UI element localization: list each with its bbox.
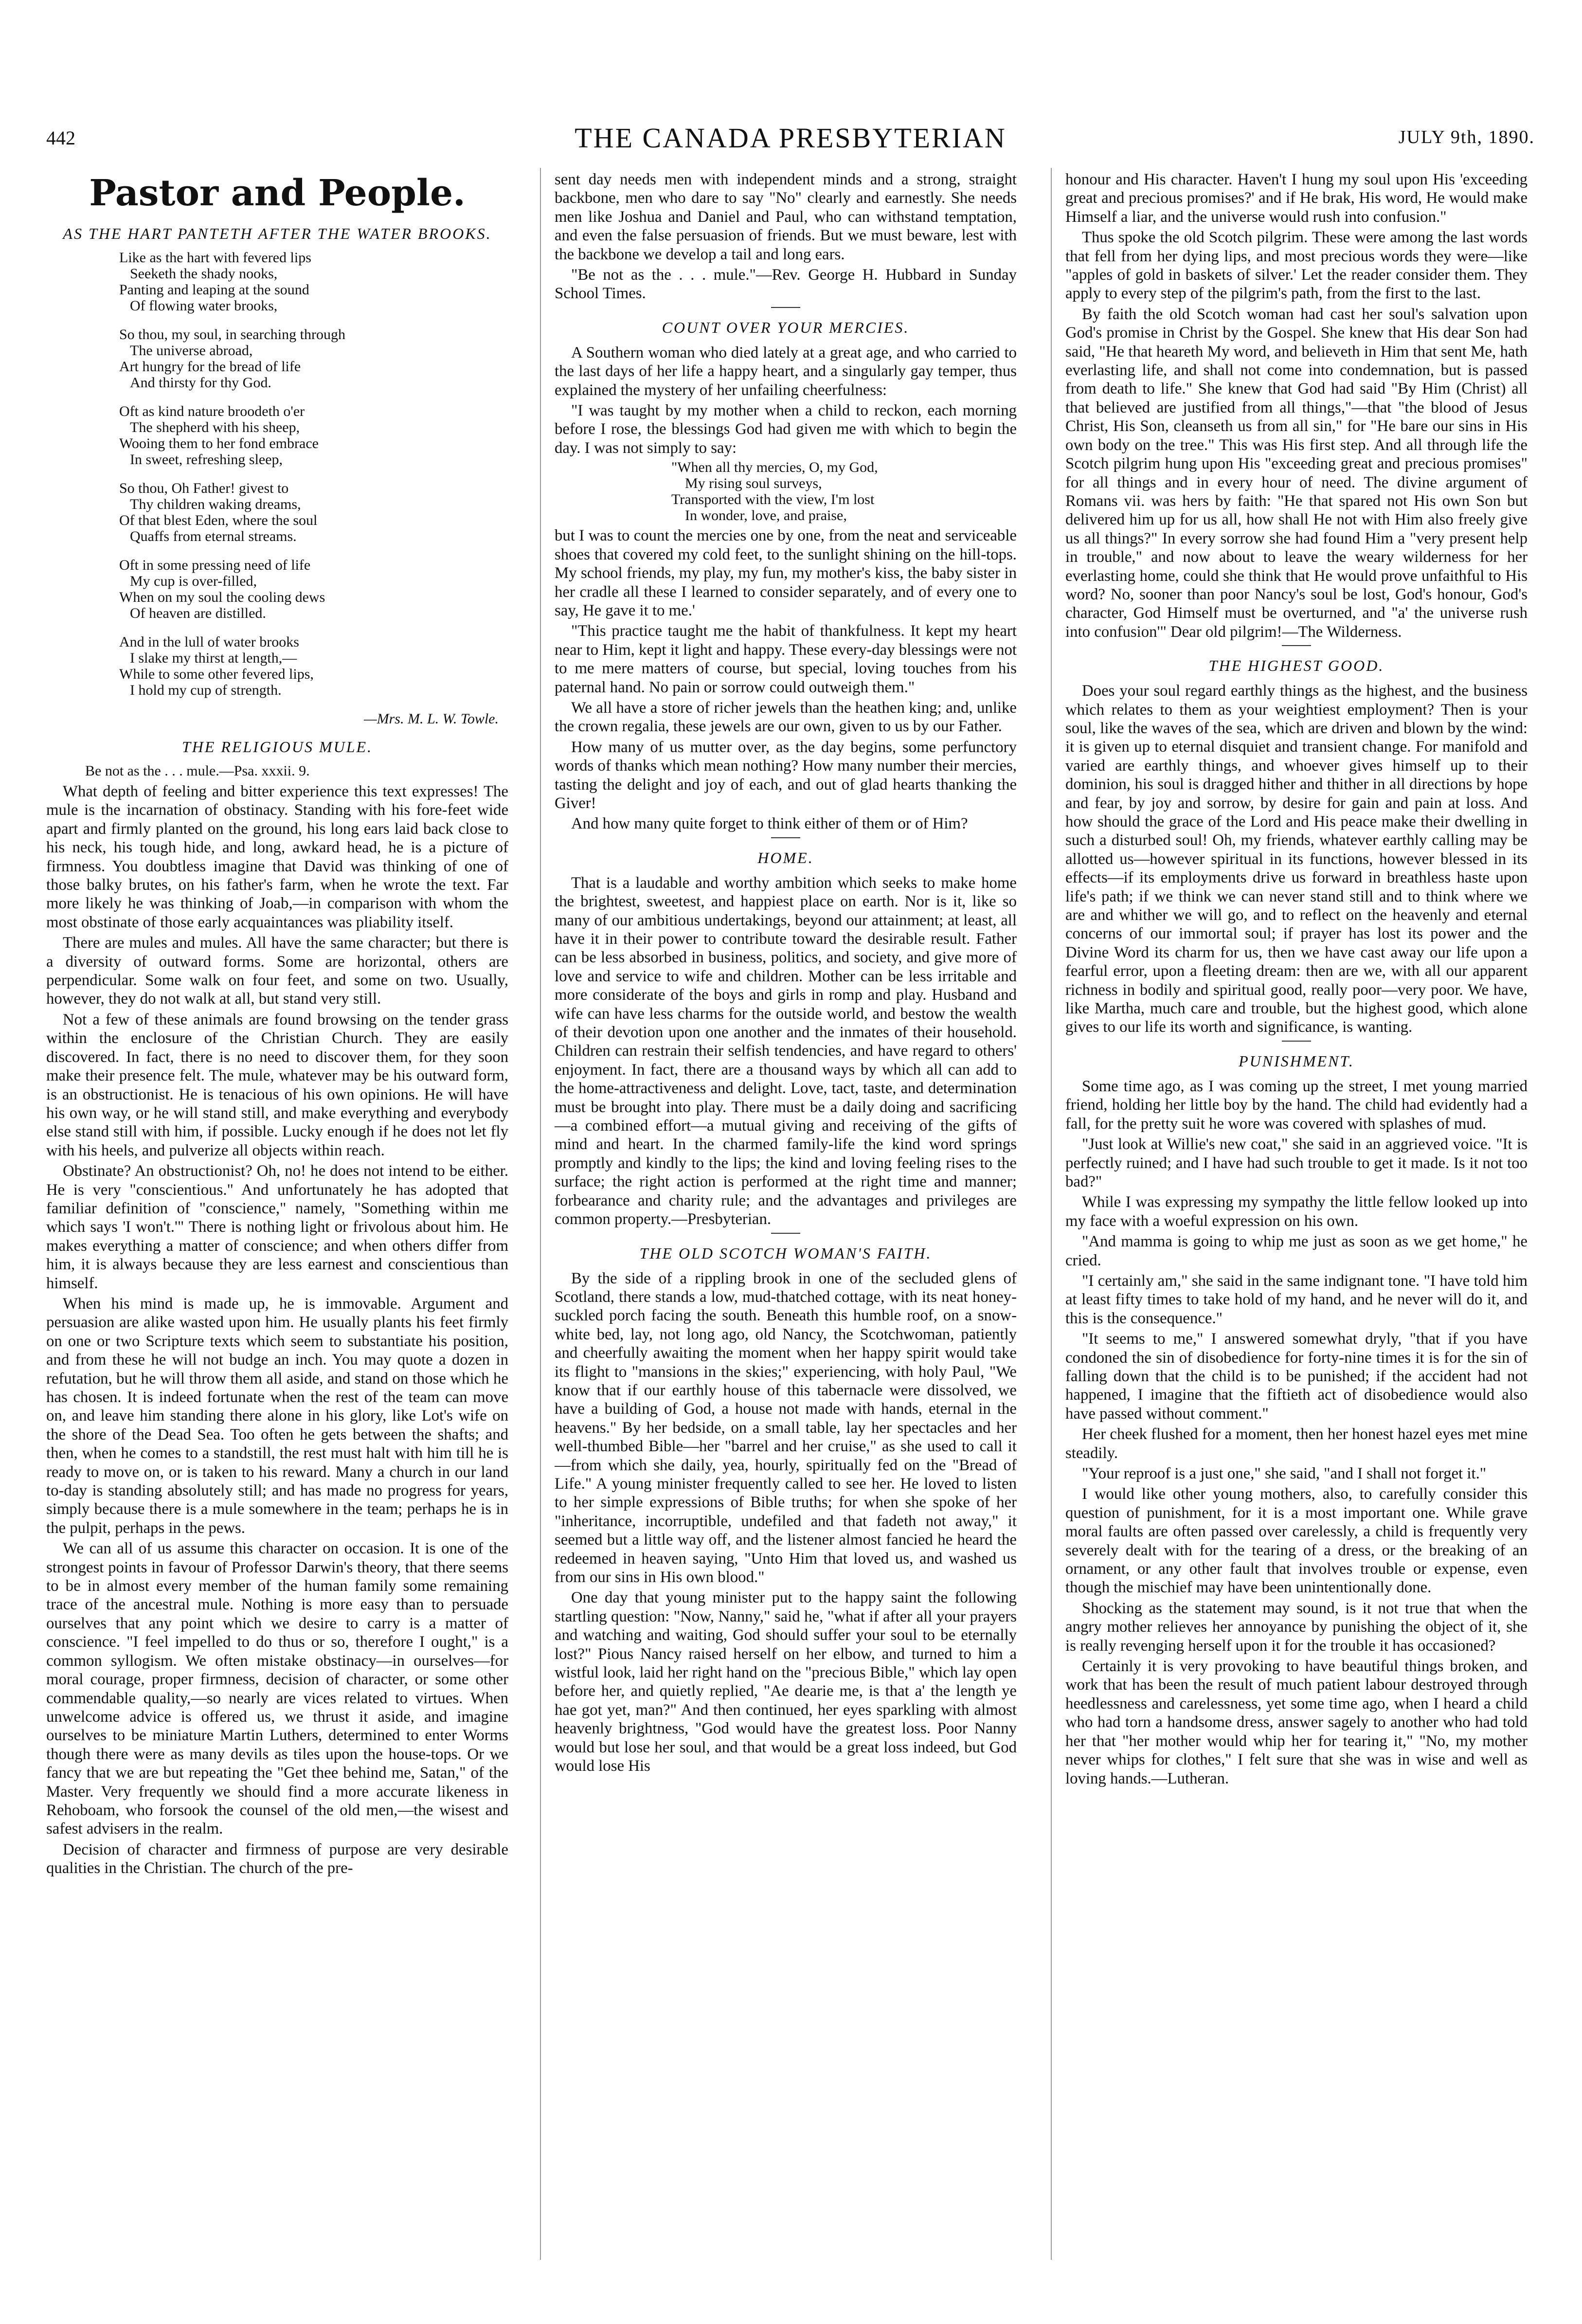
- masthead: [46, 122, 1535, 165]
- paragraph: And how many quite forget to think either of them or of Him?: [571, 815, 968, 833]
- paragraph: We all have a store of richer jewels than the heathen king; and, unlike the crown regalia, these jewels are our own, given to us by our Father.: [555, 699, 1017, 736]
- paragraph: By the side of a rippling brook in one of the secluded glens of Scotland, there stands a low, mud-thatched cottage, with its neat honey-suckled porch facing the south. Beneath this humble roof, on a snow-white bed, lay, not long ago, old Nancy, the Scotchwoman, patiently and cheerfully awaiting the moment when her happy spirit would take its flight to "mansions in the skies;" experiencing, with holy Paul, "We know that if our earthly house of this tabernacle were dissolved, we have a building of God, a house not made with hands, eternal in the heavens." By her bedside, on a small table, lay her spectacles and her well-thumbed Bible—her "barrel and her cruise," as she used to call it—from which she daily, yea, hourly, spiritually fed on the "Bread of Life." A young minister frequently called to see her. He loved to listen to her simple expressions of Bible truths; for when she spoke of her "inheritance, incorruptible, undefiled and that fadeth not away," it seemed but a little way off, and the listener almost fancied he heard the redeemed in heaven saying, "Unto Him that loved us, and washed us from our sins in His own blood.": [555, 1269, 1017, 1586]
- paragraph: I would like other young mothers, also, to carefully consider this question of punishment, for it is a most important one. While grave moral faults are often passed over carelessly, a child is frequently very severely dealt with for the tearing of a dress, or the breaking of an ornament, or any other fault that involves trouble or expense, even though the mischief may have been unintentionally done.: [1065, 1485, 1528, 1597]
- poem-line: Of flowing water brooks,: [130, 298, 278, 314]
- poem-stanza: [119, 403, 508, 468]
- paragraph: "This practice taught me the habit of thankfulness. It kept my heart near to Him, kept it light and happy. These every-day blessings were not to me mere matters of course, but special, loving touches from his paternal hand. No pain or sorrow could outweigh them.": [555, 622, 1017, 696]
- paragraph: What depth of feeling and bitter experience this text expresses! The mule is the incarnation of obstinacy. Standing with his fore-feet wide apart and firmly planted on the ground, his long ears laid back close to his neck, his tough hide, and long, awkard head, he is a picture of firmness. You doubtless imagine that David was thinking of one of those balky brutes, on his father's farm, when he wrote the text. Far more likely he was thinking of Joab,—in comparison with whom the most obstinate of those early acquaintances was pliability itself.: [46, 783, 508, 931]
- paragraph: "Be not as the . . . mule."—Rev. George H. Hubbard in Sunday School Times.: [555, 266, 1017, 303]
- poem-stanza: [119, 634, 508, 698]
- poem-title: AS THE HART PANTETH AFTER THE WATER BROOKS.: [63, 225, 492, 242]
- paragraph: That is a laudable and worthy ambition which seeks to make home the brightest, sweetest, and happiest place on earth. Nor is it, like so many of our ambitious undertakings, beyond our attainment; at least, all have it in their power to contribute toward the desirable result. Father can be less absorbed in business, politics, and society, and give more of love and service to wife and children. Mother can be less irritable and more considerate of the boys and girls in romp and play. Husband and wife can have less charms for the outside world, and bestow the wealth of their devotion upon one another and the inmates of their household. Children can restrain their selfish tendencies, and have regard to others' enjoyment. In fact, there are a thousand ways by which all can add to the home-attractiveness and delight. Love, tact, taste, and determination must be brought into play. There must be a daily doing and sacrificing—a combined effort—a mutual giving and receiving of the gifts of mind and heart. In the charmed family-life the kind word springs promptly and kindly to the lips; the kind and loving feeling rises to the surface; the right action is performed at the right time and manner; forbearance and charity rule; and the advantages and privileges are common property.—Presbyterian.: [555, 874, 1017, 1228]
- paragraph: "And mamma is going to whip me just as soon as we get home," he cried.: [1065, 1233, 1528, 1269]
- poem-line: Wooing them to her fond embrace: [119, 435, 319, 451]
- article-body-mercies-continued: [555, 526, 1017, 833]
- newspaper-title: THE CANADA PRESBYTERIAN: [575, 122, 1007, 154]
- poem-line: Of heaven are distilled.: [130, 605, 266, 621]
- poem-stanza: [119, 326, 508, 391]
- page-number: 442: [46, 127, 75, 149]
- column-2: [555, 170, 1017, 2257]
- paragraph: but I was to count the mercies one by one, from the neat and serviceable shoes that covered my cold feet, to the sunlight shining on the hill-tops. My school friends, my play, my fun, my mother's kiss, the baby sister in her cradle all these I learned to consider separately, and of every one to say, He gave it to me.': [555, 527, 1017, 619]
- column-rule: [1051, 168, 1052, 2260]
- article-title-scotch: THE OLD SCOTCH WOMAN'S FAITH.: [639, 1244, 932, 1262]
- paragraph: "Just look at Willie's new coat," she said in an aggrieved voice. "It is perfectly ruined; and I have had such trouble to get it made. Is it not too bad?": [1065, 1135, 1528, 1190]
- paragraph: When his mind is made up, he is immovable. Argument and persuasion are alike wasted upon him. He usually plants his feet firmly on one or two Scripture texts which seem to substantiate his position, and from these he will not budge an inch. You may quote a dozen in refutation, but he will throw them all aside, and stand on those which he has chosen. It is indeed fortunate when the rest of the team can move on, and leave him standing there alone in his glory, like Lot's wife on the shore of the Dead Sea. Too often he gets between the shafts; and then, when he comes to a standstill, the rest must halt with him till he is ready to move on, or is taken to his reward. Many a church in our land to-day is standing absolutely still; and has made no progress for years, simply because there is a mule somewhere in the team; perhaps he is in the pulpit, perhaps in the pews.: [46, 1295, 508, 1537]
- article-title-highest-good: THE HIGHEST GOOD.: [1208, 657, 1384, 675]
- poem-line: Of that blest Eden, where the soul: [119, 512, 318, 528]
- paragraph: By faith the old Scotch woman had cast her soul's salvation upon God's promise in Christ by the Gospel. She knew that His dear Son had said, "He that heareth My word, and believeth in Him that sent Me, hath everlasting life, and shall not come into condemnation, but is passed from death to life." She knew that God had said "By Him (Christ) all that believed are justified from all things,"—that "the blood of Jesus Christ, His Son, cleanseth us from all sin," for "He bare our sins in His own body on the tree." This was His first step. And all through life the Scotch pilgrim hung upon His "exceeding great and precious promises" for all things and in every hour of need. The divine argument of Romans vii. was hers by faith: "He that spared not His own Son but delivered him up for us all, how shall He not with Him also freely give us all things?" In every sorrow she had found Him a "very present help in trouble," and now about to leave the weary wilderness for her everlasting home, could she think that He would prove unfaithful to His word? No, sooner than poor Nancy's soul be lost, God's honour, God's character, God Himself must be overturned, and "a' the universe rush into confusion'" Dear old pilgrim!—The Wilderness.: [1065, 305, 1528, 641]
- paragraph: "I certainly am," she said in the same indignant tone. "I have told him at least fifty times to take hold of my hand, and he never will do it, and this is the consequence.": [1065, 1272, 1528, 1327]
- poem-line: I slake my thirst at length,—: [130, 650, 297, 666]
- article-body-home: [555, 874, 1017, 1229]
- poem-line: And thirsty for thy God.: [130, 375, 271, 391]
- paragraph: Shocking as the statement may sound, is it not true that when the angry mother relieves her annoyance by punishing the object of it, she is really revenging herself upon it for the trouble it has occasioned?: [1065, 1599, 1528, 1655]
- article-body-mercies: [555, 343, 1017, 457]
- paragraph: One day that young minister put to the happy saint the following startling question: "Now, Nanny," said he, "what if after all your prayers and watching and waiting, God should suffer your soul to be eternally lost?" Pious Nancy raised herself on her elbow, and turned to him a wistful look, laid her right hand on the "precious Bible," which lay open before her, and quietly replied, "Ae dearie me, is that a' the length ye hae got yet, man?" And then continued, her eyes sparkling with almost heavenly brightness, "God would have the greatest loss. Poor Nanny would but lose her soul, and that would be a great loss indeed, but God would lose His: [555, 1589, 1017, 1775]
- paragraph: "I was taught by my mother when a child to reckon, each morning before I rose, the blessings God had given me with which to begin the day. I was not simply to say:: [555, 402, 1017, 457]
- paragraph: Some time ago, as I was coming up the street, I met young married friend, holding her little boy by the hand. The child had evidently had a fall, for the pretty suit he wore was covered with splashes of mud.: [1065, 1077, 1528, 1133]
- article-body-scotch-continued: [1065, 170, 1528, 641]
- poem-line: Thy children waking dreams,: [130, 496, 301, 512]
- paragraph: A Southern woman who died lately at a great age, and who carried to the last days of her life a happy heart, and a singularly gay temper, thus explained the mystery of her unfailing cheerfulness:: [555, 343, 1017, 399]
- epigraph: Be not as the . . . mule.—Psa. xxxii. 9.: [85, 763, 310, 779]
- department-heading: Pastor and People.: [89, 172, 466, 214]
- section-divider: [771, 1233, 800, 1234]
- article-body-highest-good: [1065, 682, 1528, 1037]
- section-divider: [771, 307, 800, 308]
- poem-line: My cup is over-filled,: [130, 573, 257, 589]
- section-divider: [1282, 1041, 1311, 1042]
- hymn-quote: [671, 459, 1017, 523]
- article-body-scotch: [555, 1269, 1017, 1776]
- poem: [119, 250, 508, 698]
- article-body-punishment: [1065, 1077, 1528, 1788]
- paragraph: We can all of us assume this character on occasion. It is one of the strongest points in favour of Professor Darwin's theory, that there seems to be in almost every member of the human family some remaining trace of the ancestral mule. Nothing is more easy than to persuade ourselves that any point which we desire to carry is a matter of conscience. "I feel impelled to do thus or so, therefore I ought," is a common syllogism. We often mistake obstinacy—in ourselves—for moral courage, proper firmness, decision of character, or some other commendable quality,—so nearly are vices related to virtues. When unwelcome advice is offered us, we thrust it aside, and imagine ourselves to be miniature Martin Luthers, determined to enter Worms though there were as many devils as tiles upon the house-tops. Or we fancy that we are but repeating the "Get thee behind me, Satan," of the Master. Very frequently we should find a more accurate likeness in Rehoboam, who forsook the counsel of the old men,—the wisest and safest advisers in the realm.: [46, 1540, 508, 1838]
- column-3: [1065, 170, 1528, 2257]
- section-divider: [771, 837, 800, 838]
- paragraph: Obstinate? An obstructionist? Oh, no! he does not intend to be either. He is very "conscientious." And unfortunately he has adopted that familiar definition of "conscience," namely, "Something within me which says 'I won't.'" There is nothing light or frivolous about him. He makes everything a matter of conscience; and when others differ from him, it is always because they are less earnest and conscientious than himself.: [46, 1162, 508, 1292]
- poem-line: So thou, Oh Father! givest to: [119, 480, 289, 496]
- verse-line: "When all thy mercies, O, my God,: [671, 459, 878, 476]
- paragraph: sent day needs men with independent minds and a strong, straight backbone, men who dare to say "No" clearly and earnestly. She needs men like Joshua and Daniel and Paul, who can withstand temptation, and even the false persuasion of friends. But we must beware, lest with the backbone we develop a tail and long ears.: [555, 171, 1017, 263]
- verse-line: My rising soul surveys,: [685, 475, 822, 492]
- article-body-mule: [46, 782, 508, 1878]
- paragraph: Her cheek flushed for a moment, then her honest hazel eyes met mine steadily.: [1065, 1425, 1528, 1462]
- poem-attribution: —Mrs. M. L. W. Towle.: [363, 711, 499, 727]
- poem-line: Oft as kind nature broodeth o'er: [119, 403, 305, 419]
- poem-line: And in the lull of water brooks: [119, 634, 299, 650]
- poem-line: So thou, my soul, in searching through: [119, 326, 345, 342]
- poem-stanza: [119, 250, 508, 314]
- article-body-mule-continued: [555, 170, 1017, 303]
- poem-line: Oft in some pressing need of life: [119, 557, 311, 573]
- article-title-mercies: COUNT OVER YOUR MERCIES.: [662, 318, 910, 336]
- column-rule: [540, 168, 541, 2260]
- section-divider: [1282, 645, 1311, 646]
- article-title-mule: THE RELIGIOUS MULE.: [181, 738, 373, 756]
- paragraph: honour and His character. Haven't I hung my soul upon His 'exceeding great and precious promises?' and if He brak, His word, He would make Himself a liar, and the universe would rush into confusion.": [1065, 171, 1528, 226]
- poem-line: Art hungry for the bread of life: [119, 359, 301, 375]
- poem-line: The shepherd with his sheep,: [130, 419, 300, 435]
- paragraph: Certainly it is very provoking to have beautiful things broken, and work that has been the result of much patient labour destroyed through heedlessness and carelessness, yet some time ago, when I heard a child who had torn a handsome dress, answer sagely to another who had told her that "her mother would whip her for tearing it," "No, my mother never whips for clothes," I felt sure that she was in wise and well as loving hands.—Lutheran.: [1065, 1657, 1528, 1787]
- paragraph: While I was expressing my sympathy the little fellow looked up into my face with a woeful expression on his own.: [1065, 1193, 1528, 1230]
- article-title-punishment: PUNISHMENT.: [1239, 1052, 1354, 1070]
- poem-line: In sweet, refreshing sleep,: [130, 451, 283, 468]
- paragraph: "It seems to me," I answered somewhat dryly, "that if you have condoned the sin of disobedience for forty-nine times it is for the sin of falling down that the child is to be punished; if the accident had not happened, I imagine that the fiftieth act of disobedience would also have passed without comment.": [1065, 1330, 1528, 1423]
- poem-line: Panting and leaping at the sound: [119, 282, 309, 298]
- poem-stanza: [119, 557, 508, 621]
- article-title-home: HOME.: [757, 848, 814, 866]
- paragraph: There are mules and mules. All have the same character; but there is a diversity of outward forms. Some are horizontal, others are perpendicular. Some walk on four feet, and some on two. Usually, however, they do not walk at all, but stand very still.: [46, 934, 508, 1008]
- poem-line: The universe abroad,: [130, 342, 253, 359]
- paragraph: Does your soul regard earthly things as the highest, and the business which relates to them as your weightiest employment? Then is your soul, like the waves of the sea, which are driven and blown by the wind: it is given up to eternal disquiet and transient change. For manifold and varied are earthly things, and whoever gives himself up to their dominion, his soul is dragged hither and thither in all directions by hope and fear, by joy and sorrow, by desire for gain and pain at loss. And how should the grace of the Lord and His peace make their dwelling in such a disturbed soul! Oh, my friends, whatever earthly calling may be allotted us—however spiritual in its functions, however blessed in its effects—if its employments drive us forward in breathless haste upon life's path; if we think we can never stand still and to think where we are and whither we will go, and to reflect on the heavenly and eternal concerns of our immortal soul; if prayer has lost its power and the Divine Word its charm for us, then we have cast away our life upon a fearful error, upon a fleeting dream: then are we, with all our apparent richness in bodily and spiritual good, really poor—very poor. We have, like Martha, much care and trouble, but the highest good, which alone gives to our life its worth and significance, is wanting.: [1065, 682, 1528, 1036]
- issue-date: JULY 9th, 1890.: [1398, 127, 1535, 147]
- poem-line: Like as the hart with fevered lips: [119, 250, 311, 266]
- poem-line: Seeketh the shady nooks,: [130, 266, 278, 282]
- poem-line: While to some other fevered lips,: [119, 666, 314, 682]
- verse-line: In wonder, love, and praise,: [685, 507, 847, 524]
- paragraph: Thus spoke the old Scotch pilgrim. These were among the last words that fell from her dying lips, and most precious words they were—like "apples of gold in baskets of silver.' Let the reader consider them. They apply to every step of the pilgrim's path, from the first to the last.: [1065, 229, 1528, 303]
- column-1: [46, 170, 508, 2257]
- paragraph: How many of us mutter over, as the day begins, some perfunctory words of thanks which mean nothing? How many number their mercies, tasting the delight and joy of each, and out of glad hearts thanking the Giver!: [555, 738, 1017, 812]
- poem-line: When on my soul the cooling dews: [119, 589, 325, 605]
- paragraph: "Your reproof is a just one," she said, "and I shall not forget it.": [1082, 1465, 1487, 1482]
- verse-line: Transported with the view, I'm lost: [671, 491, 875, 508]
- poem-stanza: [119, 480, 508, 544]
- paragraph: Decision of character and firmness of purpose are very desirable qualities in the Christian. The church of the pre-: [46, 1840, 508, 1877]
- paragraph: Not a few of these animals are found browsing on the tender grass within the enclosure of the Christian Church. They are easily discovered. In fact, there is no need to discover them, for they soon make their presence felt. The mule, whatever may be his outward form, is an obstructionist. He is tenacious of his own opinions. He will have his own way, or he will stand still, and make everything and everybody else stand still with him, if possible. Lucky enough if he does not let fly with his heels, and pulverize all objects within reach.: [46, 1010, 508, 1159]
- poem-line: I hold my cup of strength.: [130, 682, 282, 698]
- poem-line: Quaffs from eternal streams.: [130, 528, 297, 544]
